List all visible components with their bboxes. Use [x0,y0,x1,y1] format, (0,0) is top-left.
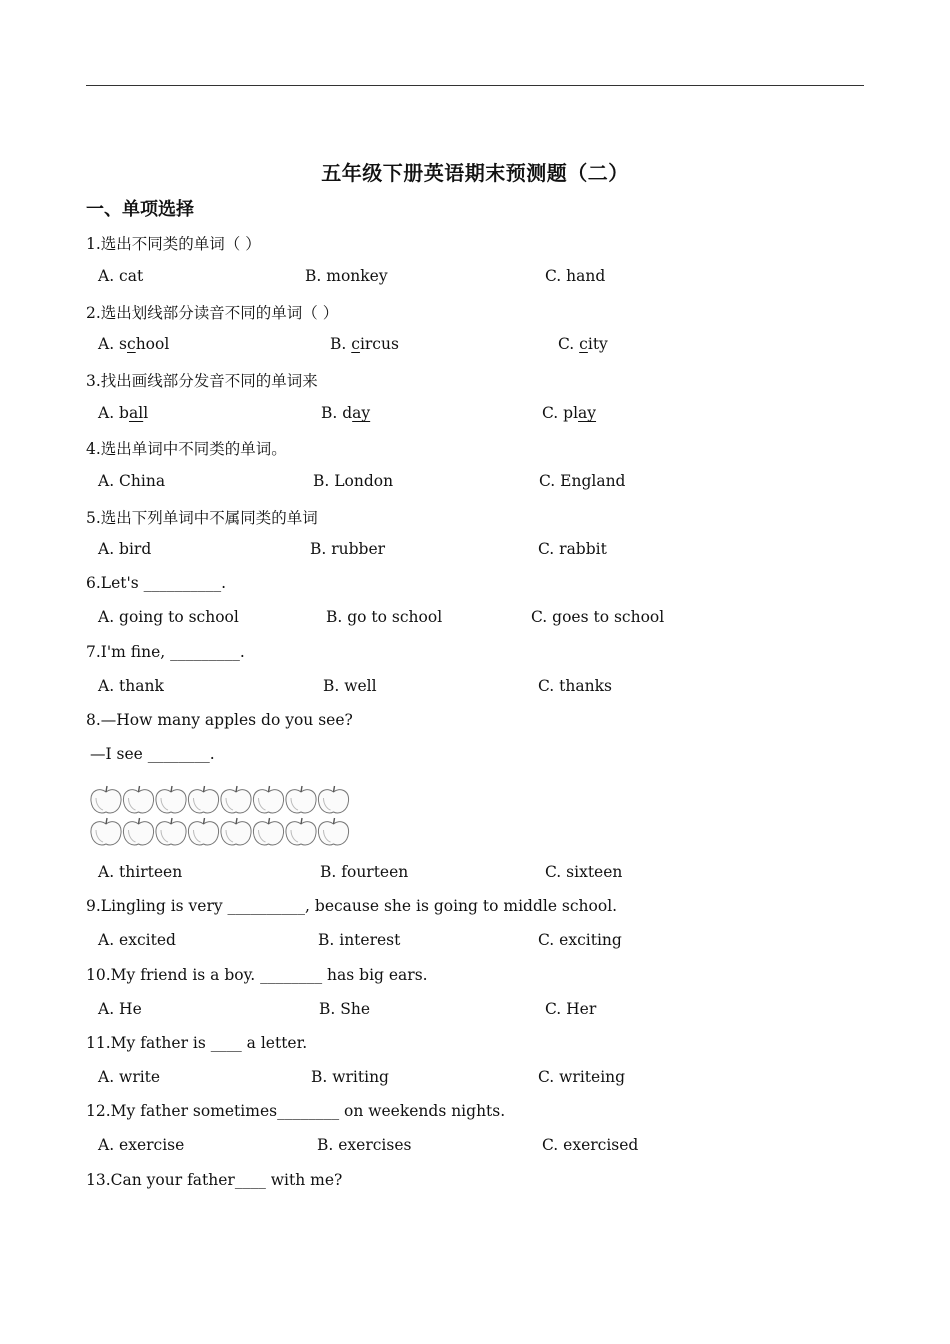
question-10-options [98,1000,858,1024]
option-text: hool [135,335,170,353]
option-text: A. b [98,404,129,422]
question-3-stem: 3.找出画线部分发音不同的单词来 [86,372,318,390]
question-6-options [98,608,858,632]
option-b[interactable]: B. exercises [317,1136,412,1154]
apple-icon [188,818,218,845]
question-1-stem: 1.选出不同类的单词（ ） [86,235,261,253]
option-a[interactable]: A. write [98,1068,161,1086]
question-10-stem: 10.My friend is a boy. ________ has big ears. [86,966,428,984]
apple-icon [91,786,121,813]
option-b[interactable] [330,335,399,353]
question-1-options [98,267,858,291]
apple-icon [286,786,316,813]
option-a[interactable]: A. bird [98,540,152,558]
option-a[interactable]: A. exercise [98,1136,185,1154]
option-a[interactable]: A. thank [98,677,164,695]
question-12-stem: 12.My father sometimes________ on weekends nights. [86,1102,506,1120]
underlined-letters: c [127,335,136,353]
option-c[interactable]: C. sixteen [545,863,623,881]
question-6-stem: 6.Let's __________. [86,574,227,592]
apple-icon [318,786,348,813]
question-2-options [98,335,858,359]
apple-icon-grid [90,782,352,848]
underlined-letters: al [128,404,144,422]
option-text: B. [330,335,352,353]
question-4-stem: 4.选出单词中不同类的单词。 [86,440,287,458]
apple-icon [253,818,283,845]
underlined-letters: ay [578,404,597,422]
question-3-options [98,404,858,428]
question-5-stem: 5.选出下列单词中不属同类的单词 [86,509,318,527]
option-text: ity [587,335,608,353]
option-text: C. [558,335,580,353]
option-c[interactable]: C. exciting [538,931,622,949]
question-7-stem: 7.I'm fine, _________. [86,643,245,661]
question-4-options [98,472,858,496]
question-11-stem: 11.My father is ____ a letter. [86,1034,308,1052]
question-12-options [98,1136,858,1160]
option-a[interactable]: A. cat [98,267,144,285]
question-8-stem: 8.—How many apples do you see? [86,711,353,729]
question-8-answer-line: —I see ________. [90,745,215,763]
question-9-stem: 9.Lingling is very __________, because she is going to middle school. [86,897,618,915]
option-b[interactable]: B. well [323,677,377,695]
underlined-letters: ay [352,404,371,422]
question-2-stem: 2.选出划线部分读音不同的单词（ ） [86,304,339,322]
option-b[interactable]: B. go to school [326,608,443,626]
apple-icon [221,786,251,813]
option-text: l [143,404,149,422]
page-title: 五年级下册英语期末预测题（二） [321,161,629,185]
apple-icon [318,818,348,845]
apple-icon [188,786,218,813]
option-b[interactable]: B. rubber [310,540,386,558]
header-rule [86,85,864,86]
question-13-stem: 13.Can your father____ with me? [86,1171,343,1189]
option-c[interactable]: C. England [539,472,626,490]
question-9-options [98,931,858,955]
option-b[interactable]: B. monkey [305,267,388,285]
option-text: A. s [98,335,128,353]
apple-icon [156,786,186,813]
apples-picture [90,782,352,852]
apple-icon [123,786,153,813]
option-b[interactable]: B. She [319,1000,371,1018]
option-c[interactable] [542,404,596,422]
option-a[interactable]: A. thirteen [98,863,183,881]
apple-icon [156,818,186,845]
apple-icon [286,818,316,845]
option-a[interactable]: A. excited [98,931,176,949]
option-text: B. d [321,404,353,422]
option-c[interactable]: C. thanks [538,677,612,695]
option-c[interactable]: C. exercised [542,1136,639,1154]
apple-icon [253,786,283,813]
option-b[interactable]: B. fourteen [320,863,409,881]
option-b[interactable]: B. writing [311,1068,389,1086]
option-c[interactable]: C. hand [545,267,606,285]
underlined-letters: c [579,335,588,353]
option-a[interactable] [98,335,169,353]
option-b[interactable]: B. interest [318,931,401,949]
question-7-options [98,677,858,701]
option-a[interactable] [98,404,148,422]
apple-icon [123,818,153,845]
apple-icon [221,818,251,845]
option-c[interactable] [558,335,608,353]
option-c[interactable]: C. Her [545,1000,597,1018]
option-c[interactable]: C. rabbit [538,540,607,558]
option-c[interactable]: C. goes to school [531,608,665,626]
option-text: C. pl [542,404,579,422]
option-b[interactable]: B. London [313,472,394,490]
section-heading: 一、单项选择 [86,199,194,220]
question-8-options [98,863,858,887]
question-5-options [98,540,858,564]
option-text: ircus [359,335,399,353]
option-a[interactable]: A. China [98,472,166,490]
option-b[interactable] [321,404,370,422]
question-11-options [98,1068,858,1092]
option-a[interactable]: A. He [98,1000,142,1018]
underlined-letters: c [351,335,360,353]
option-c[interactable]: C. writeing [538,1068,626,1086]
apple-icon [91,818,121,845]
option-a[interactable]: A. going to school [98,608,239,626]
